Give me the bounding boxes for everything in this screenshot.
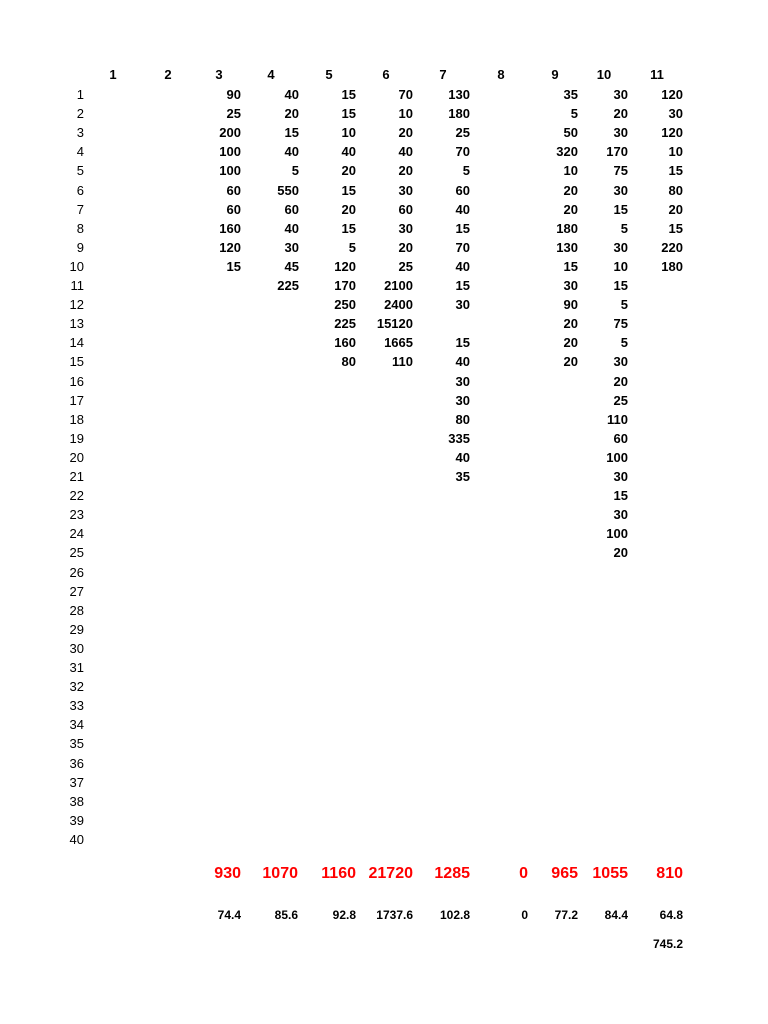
data-cell: 10 bbox=[398, 106, 413, 122]
data-cell: 15 bbox=[613, 201, 628, 217]
row-number: 36 bbox=[69, 755, 84, 771]
data-cell: 15120 bbox=[376, 316, 413, 332]
data-cell: 60 bbox=[613, 430, 628, 446]
data-cell: 40 bbox=[284, 220, 299, 236]
row-number: 12 bbox=[69, 297, 84, 313]
data-cell: 50 bbox=[563, 125, 578, 141]
data-cell: 225 bbox=[334, 316, 356, 332]
data-cell: 20 bbox=[398, 239, 413, 255]
data-cell: 5 bbox=[462, 163, 470, 179]
row-number: 6 bbox=[76, 182, 84, 198]
data-cell: 15 bbox=[284, 125, 299, 141]
data-cell: 60 bbox=[284, 201, 299, 217]
data-cell: 35 bbox=[455, 469, 470, 484]
row-number: 30 bbox=[69, 640, 84, 656]
column-header: 1 bbox=[109, 67, 117, 82]
data-cell: 15 bbox=[341, 220, 356, 236]
row-number: 22 bbox=[69, 488, 84, 504]
row-number: 40 bbox=[69, 831, 84, 847]
data-cell: 120 bbox=[334, 258, 356, 274]
data-cell: 120 bbox=[661, 125, 683, 141]
data-cell: 120 bbox=[219, 239, 241, 255]
row-number: 21 bbox=[69, 469, 84, 484]
row-number: 8 bbox=[76, 220, 84, 236]
data-cell: 5 bbox=[620, 297, 628, 313]
column-header: 11 bbox=[650, 67, 664, 82]
data-cell: 60 bbox=[455, 182, 470, 198]
data-cell: 110 bbox=[607, 411, 628, 427]
row-number: 13 bbox=[69, 316, 84, 332]
row-number: 16 bbox=[69, 373, 84, 389]
data-cell: 10 bbox=[613, 258, 628, 274]
row-number: 7 bbox=[76, 201, 84, 217]
row-number: 4 bbox=[76, 144, 84, 160]
column-header: 6 bbox=[382, 67, 390, 82]
data-cell: 130 bbox=[556, 239, 578, 255]
data-cell: 110 bbox=[392, 354, 413, 370]
data-cell: 30 bbox=[613, 87, 628, 102]
data-cell: 20 bbox=[563, 354, 578, 370]
column-average: 92.8 bbox=[332, 908, 356, 922]
column-total: 930 bbox=[214, 865, 241, 882]
data-cell: 25 bbox=[613, 392, 628, 408]
data-cell: 45 bbox=[284, 258, 299, 274]
data-cell: 100 bbox=[606, 526, 628, 542]
data-cell: 20 bbox=[398, 163, 413, 179]
data-cell: 30 bbox=[613, 125, 628, 141]
row-number: 14 bbox=[69, 335, 84, 351]
row-number: 17 bbox=[69, 392, 84, 408]
data-cell: 10 bbox=[563, 163, 578, 179]
data-cell: 1665 bbox=[384, 335, 413, 351]
data-cell: 5 bbox=[620, 335, 628, 351]
column-header: 2 bbox=[164, 67, 172, 82]
data-cell: 5 bbox=[291, 163, 299, 179]
row-number: 35 bbox=[69, 736, 84, 752]
column-header: 10 bbox=[596, 67, 612, 82]
row-number: 31 bbox=[69, 660, 84, 675]
data-cell: 15 bbox=[226, 258, 241, 274]
data-cell: 160 bbox=[219, 220, 241, 236]
data-cell: 30 bbox=[563, 278, 578, 293]
data-cell: 25 bbox=[398, 258, 413, 274]
data-cell: 30 bbox=[668, 106, 683, 122]
data-cell: 130 bbox=[448, 87, 470, 102]
data-cell: 180 bbox=[448, 106, 470, 122]
data-cell: 100 bbox=[219, 144, 241, 160]
data-cell: 15 bbox=[341, 106, 356, 122]
data-cell: 320 bbox=[556, 144, 578, 160]
row-number: 39 bbox=[69, 812, 84, 828]
data-cell: 220 bbox=[661, 239, 683, 255]
data-cell: 15 bbox=[668, 163, 683, 179]
data-cell: 35 bbox=[563, 87, 578, 102]
data-cell: 40 bbox=[455, 258, 470, 274]
data-cell: 100 bbox=[606, 449, 628, 465]
data-cell: 550 bbox=[277, 182, 299, 198]
column-total: 21720 bbox=[368, 865, 413, 882]
row-number: 38 bbox=[69, 793, 84, 809]
data-cell: 40 bbox=[455, 201, 470, 217]
column-header: 3 bbox=[215, 67, 223, 82]
data-cell: 20 bbox=[563, 201, 578, 217]
data-cell: 80 bbox=[455, 411, 470, 427]
row-number: 26 bbox=[69, 564, 84, 580]
data-cell: 90 bbox=[226, 87, 241, 102]
data-cell: 15 bbox=[341, 182, 356, 198]
data-cell: 40 bbox=[284, 144, 299, 160]
data-cell: 20 bbox=[668, 201, 683, 217]
data-cell: 80 bbox=[341, 354, 356, 370]
data-cell: 180 bbox=[556, 220, 578, 236]
data-cell: 180 bbox=[661, 258, 683, 274]
data-cell: 40 bbox=[455, 354, 470, 370]
data-cell: 70 bbox=[455, 144, 470, 160]
data-cell: 30 bbox=[613, 469, 628, 484]
data-cell: 20 bbox=[341, 201, 356, 217]
data-cell: 30 bbox=[613, 182, 628, 198]
row-number: 10 bbox=[69, 258, 84, 274]
data-cell: 120 bbox=[661, 87, 683, 102]
data-cell: 25 bbox=[455, 125, 470, 141]
data-cell: 30 bbox=[398, 182, 413, 198]
data-cell: 250 bbox=[334, 297, 356, 313]
data-cell: 15 bbox=[341, 87, 356, 102]
data-cell: 60 bbox=[226, 201, 241, 217]
data-cell: 2400 bbox=[384, 297, 413, 313]
data-cell: 30 bbox=[284, 239, 299, 255]
data-cell: 10 bbox=[668, 144, 683, 160]
row-number: 1 bbox=[76, 87, 84, 102]
data-cell: 60 bbox=[398, 201, 413, 217]
row-number: 23 bbox=[69, 507, 84, 523]
row-number: 11 bbox=[70, 278, 84, 293]
data-cell: 70 bbox=[398, 87, 413, 102]
row-number: 20 bbox=[69, 449, 84, 465]
data-cell: 335 bbox=[448, 430, 470, 446]
data-cell: 40 bbox=[284, 87, 299, 102]
data-cell: 15 bbox=[668, 220, 683, 236]
data-cell: 80 bbox=[668, 182, 683, 198]
data-cell: 30 bbox=[398, 220, 413, 236]
data-cell: 10 bbox=[341, 125, 356, 141]
data-cell: 30 bbox=[455, 297, 470, 313]
data-cell: 20 bbox=[563, 182, 578, 198]
row-number: 29 bbox=[69, 621, 84, 637]
data-cell: 20 bbox=[563, 316, 578, 332]
data-cell: 5 bbox=[348, 239, 356, 255]
column-total: 1285 bbox=[434, 865, 470, 882]
column-average: 74.4 bbox=[217, 908, 241, 922]
row-number: 32 bbox=[69, 679, 84, 695]
data-cell: 40 bbox=[341, 144, 356, 160]
data-cell: 30 bbox=[613, 507, 628, 523]
row-number: 37 bbox=[69, 774, 84, 790]
data-cell: 40 bbox=[455, 449, 470, 465]
grand-average: 745.2 bbox=[652, 937, 683, 951]
row-number: 34 bbox=[69, 717, 84, 733]
column-total: 1055 bbox=[592, 865, 628, 882]
column-total: 965 bbox=[551, 865, 578, 882]
row-number: 5 bbox=[76, 163, 84, 179]
data-cell: 20 bbox=[613, 106, 628, 122]
data-cell: 15 bbox=[455, 220, 470, 236]
data-cell: 25 bbox=[226, 106, 241, 122]
column-average: 77.2 bbox=[554, 908, 578, 922]
data-cell: 20 bbox=[613, 373, 628, 389]
column-header: 9 bbox=[551, 67, 559, 82]
data-cell: 5 bbox=[620, 220, 628, 236]
data-cell: 170 bbox=[334, 278, 356, 293]
row-number: 19 bbox=[69, 430, 84, 446]
data-cell: 15 bbox=[613, 278, 628, 293]
column-total: 1070 bbox=[262, 865, 298, 882]
data-cell: 200 bbox=[219, 125, 241, 141]
data-cell: 90 bbox=[563, 297, 578, 313]
column-total: 0 bbox=[519, 865, 528, 882]
data-cell: 30 bbox=[613, 239, 628, 255]
column-average: 0 bbox=[521, 908, 528, 922]
data-cell: 30 bbox=[455, 392, 470, 408]
column-header: 4 bbox=[267, 67, 275, 82]
data-cell: 170 bbox=[606, 144, 628, 160]
data-cell: 40 bbox=[398, 144, 413, 160]
column-average: 1737.6 bbox=[376, 908, 413, 922]
data-cell: 225 bbox=[277, 278, 299, 293]
column-header: 8 bbox=[497, 67, 505, 82]
data-cell: 15 bbox=[563, 258, 578, 274]
column-average: 102.8 bbox=[439, 908, 470, 922]
column-total: 1160 bbox=[321, 865, 356, 882]
column-header: 5 bbox=[325, 67, 333, 82]
row-number: 24 bbox=[69, 526, 84, 542]
column-average: 64.8 bbox=[659, 908, 683, 922]
row-number: 33 bbox=[69, 698, 84, 714]
data-cell: 20 bbox=[613, 545, 628, 561]
data-cell: 15 bbox=[455, 278, 470, 293]
data-cell: 15 bbox=[455, 335, 470, 351]
data-cell: 5 bbox=[570, 106, 578, 122]
data-cell: 75 bbox=[613, 163, 628, 179]
data-cell: 15 bbox=[613, 488, 628, 504]
row-number: 3 bbox=[76, 125, 84, 141]
data-cell: 20 bbox=[341, 163, 356, 179]
data-cell: 70 bbox=[455, 239, 470, 255]
row-number: 27 bbox=[69, 583, 84, 599]
data-cell: 20 bbox=[563, 335, 578, 351]
data-cell: 20 bbox=[398, 125, 413, 141]
row-number: 25 bbox=[69, 545, 84, 561]
row-number: 9 bbox=[76, 239, 84, 255]
row-number: 15 bbox=[69, 354, 84, 370]
data-cell: 2100 bbox=[384, 278, 413, 293]
row-number: 18 bbox=[69, 411, 84, 427]
data-cell: 100 bbox=[219, 163, 241, 179]
row-number: 2 bbox=[76, 106, 84, 122]
data-cell: 160 bbox=[334, 335, 356, 351]
column-average: 85.6 bbox=[274, 908, 298, 922]
data-cell: 20 bbox=[284, 106, 299, 122]
column-header: 7 bbox=[439, 67, 447, 82]
column-average: 84.4 bbox=[604, 908, 628, 922]
column-total: 810 bbox=[656, 865, 683, 882]
data-cell: 30 bbox=[613, 354, 628, 370]
data-cell: 60 bbox=[226, 182, 241, 198]
data-cell: 30 bbox=[455, 373, 470, 389]
data-cell: 75 bbox=[613, 316, 628, 332]
row-number: 28 bbox=[69, 602, 84, 618]
